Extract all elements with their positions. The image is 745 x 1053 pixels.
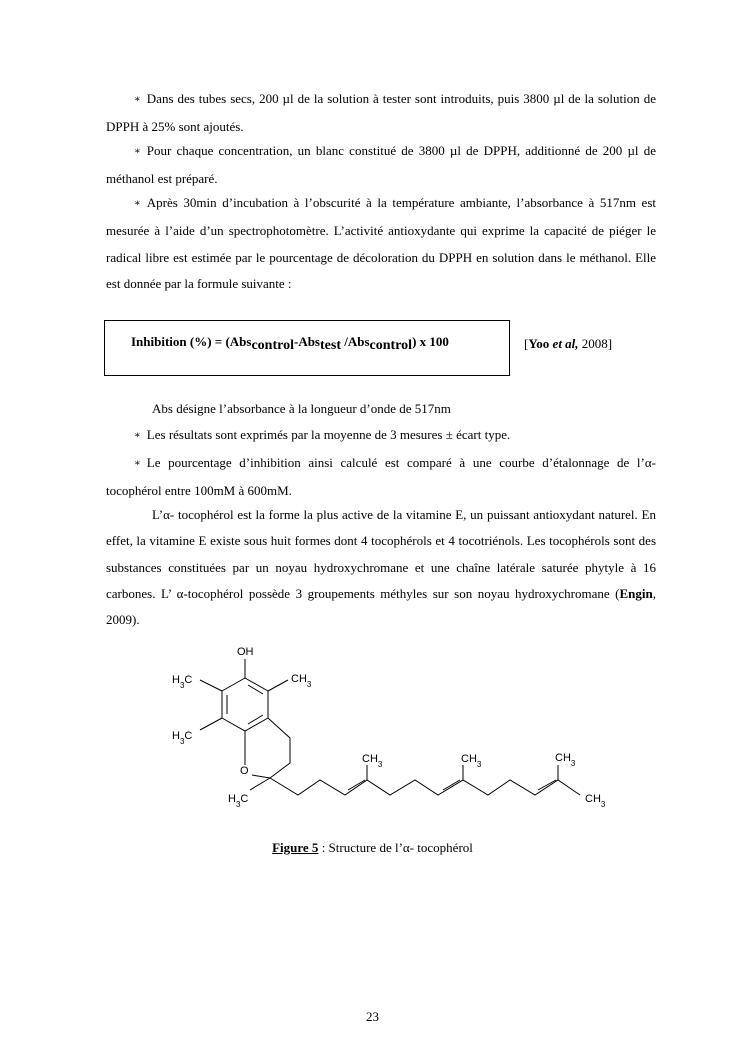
label-o: O	[240, 765, 249, 777]
bond-ch3	[250, 778, 270, 790]
formula-box	[104, 320, 510, 376]
label-ch3-end: $CH_3$	[585, 793, 606, 809]
inhibition-formula: Inhibition (%) = (Abscontrol-Abstest /Abscontrol) x 100	[131, 334, 449, 353]
paragraph-text: Après 30min d’incubation à l’obscurité à la température ambiante, l’absorbance à 517nm est mesurée à l’aide d’un spectrophotomètre. L’activité antioxydante qui exprime la capacité de piéger le radical libre est estimée par le pourcentage de décoloration du DPPH en solution dans le méthanol. Elle est donnée par la formule suivante :	[106, 195, 656, 291]
figure-caption: Figure 5 : Structure de l’α- tocophérol	[272, 840, 473, 855]
bullet-icon: ∗	[134, 94, 141, 105]
bullet-icon: ∗	[134, 146, 141, 157]
chain-double-bond	[443, 780, 460, 790]
aromatic-ring	[222, 678, 268, 731]
paragraph-results	[106, 422, 656, 450]
paragraph-tocopherol: L’α- tocophérol est la forme la plus active de la vitamine E, un puissant antioxydant naturel. En effet, la vitamine E existe sous huit formes dont 4 tocophérols et 4 tocotriénols. Les tocophérols sont des substances constituées par un noyau hydroxychromane et une chaîne latérale saturée phytyle à 16 carbones. L’ α-tocophérol possède 3 groupements méthyles sur son noyau hydroxychromane (Engin, 2009).	[106, 507, 656, 628]
side-chain	[270, 778, 580, 795]
chain-double-bond	[538, 780, 556, 790]
page-number: 23	[366, 1009, 379, 1024]
paragraph-text: Pour chaque concentration, un blanc constitué de 3800 µl de DPPH, additionné de 200 µl de méthanol est préparé.	[106, 143, 656, 187]
paragraph-calibration	[106, 450, 656, 505]
paragraph-incubation	[106, 190, 656, 297]
bullet-icon: ∗	[134, 458, 141, 469]
bond-ch3	[200, 718, 222, 730]
label-ch3-chain1: $CH_3$	[362, 753, 383, 769]
label-ch3-chain3: $CH_3$	[555, 752, 576, 768]
bullet-icon: ∗	[134, 198, 141, 209]
paragraph-blank	[106, 138, 656, 193]
paragraph-abs-definition	[106, 396, 656, 422]
bond-ch3	[268, 680, 288, 691]
formula-reference: [Yoo et al, 2008]	[524, 336, 613, 351]
pyran-ring	[268, 718, 290, 778]
label-h3c-mid: $H_3C$	[172, 730, 193, 746]
paragraph-text: Les résultats sont exprimés par la moyenne de 3 mesures ± écart type.	[146, 427, 511, 442]
label-ch3-top: $CH_3$	[291, 673, 312, 689]
paragraph-text: Dans des tubes secs, 200 µl de la solution à tester sont introduits, puis 3800 µl de la solution de DPPH à 25% sont ajoutés.	[106, 91, 656, 135]
paragraph-text: Le pourcentage d’inhibition ainsi calculé est comparé à une courbe d’étalonnage de l’α- tocophérol entre 100mM à 600mM.	[106, 455, 656, 499]
alpha-tocopherol-structure	[160, 640, 620, 815]
paragraph-sample-tubes	[106, 86, 656, 141]
label-h3c-top: $H_3C$	[172, 674, 193, 690]
chain-double-bond	[348, 780, 365, 790]
paragraph-text: Abs désigne l’absorbance à la longueur d’onde de 517nm	[152, 401, 451, 416]
bond-ch3	[200, 680, 222, 691]
label-h3c-bottom: $H_3C$	[228, 793, 249, 809]
bullet-icon: ∗	[134, 430, 141, 441]
bond-o	[252, 775, 270, 778]
label-oh: OH	[237, 646, 254, 658]
label-ch3-chain2: $CH_3$	[461, 753, 482, 769]
